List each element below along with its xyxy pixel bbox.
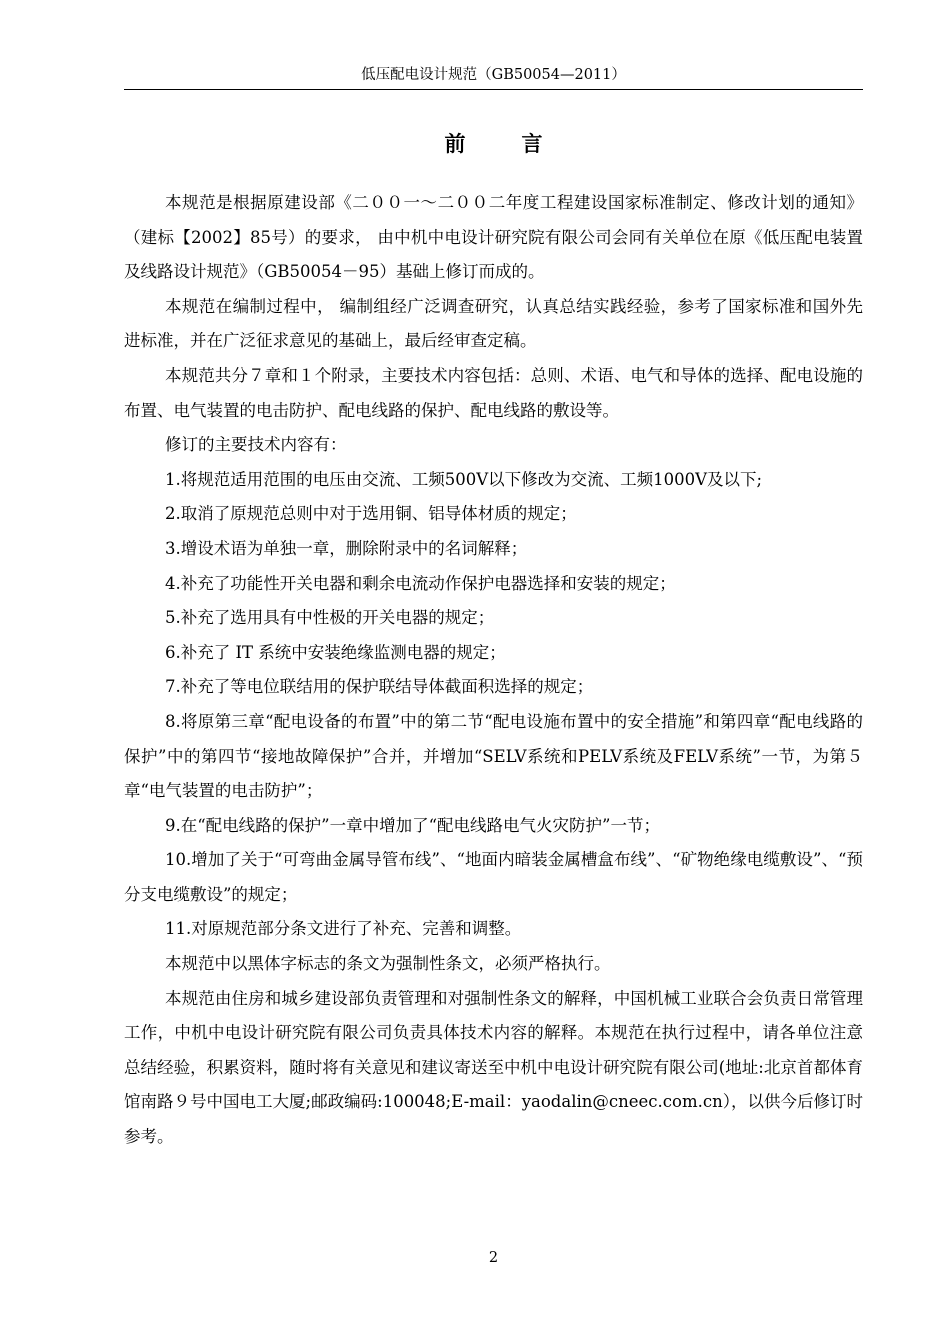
page-title: 前言	[444, 131, 599, 156]
list-item: 9.在“配电线路的保护”一章中增加了“配电线路电气火灾防护”一节；	[165, 815, 660, 835]
list-item: 7.补充了等电位联结用的保护联结导体截面积选择的规定；	[165, 677, 594, 697]
list-item: 3.增设术语为单独一章，删除附录中的名词解释；	[165, 538, 528, 558]
list-item: 5.补充了选用具有中性极的开关电器的规定；	[165, 608, 495, 628]
revision-list	[124, 463, 863, 947]
list-item: 8.将原第三章“配电设备的布置”中的第二节“配电设施布置中的安全措施”和第四章“配电线路的保护”中的第四节“接地故障保护”合并，并增加“SELV系统和PELV系统及FELV系统”一节，为第５章“电气装置的电击防护”；	[124, 711, 863, 801]
paragraph-contents: 本规范共分７章和１个附录，主要技术内容包括：总则、术语、电气和导体的选择、配电设施的布置、电气装置的电击防护、配电线路的保护、配电线路的敷设等。	[124, 365, 863, 420]
paragraph-basis: 本规范是根据原建设部《二００一～二００二年度工程建设国家标准制定、修改计划的通知》（建标【2002】85号）的要求， 由中机中电设计研究院有限公司会同有关单位在原《低压配电装置及线路设计规范》（GB50054－95）基础上修订而成的。	[124, 193, 863, 282]
list-item: 10.增加了关于“可弯曲金属导管布线”、“地面内暗装金属槽盒布线”、“矿物绝缘电缆敷设”、“预分支电缆敷设”的规定；	[124, 850, 863, 904]
paragraph-process: 本规范在编制过程中， 编制组经广泛调查研究，认真总结实践经验，参考了国家标准和国外先进标准，并在广泛征求意见的基础上，最后经审查定稿。	[124, 296, 863, 351]
paragraph-mandatory: 本规范中以黑体字标志的条文为强制性条文，必须严格执行。	[165, 954, 611, 974]
list-item: 4.补充了功能性开关电器和剩余电流动作保护电器选择和安装的规定；	[165, 573, 676, 593]
page-number: 2	[488, 1250, 499, 1266]
header-rule	[124, 89, 863, 90]
list-item: 2.取消了原规范总则中对于选用铜、铝导体材质的规定；	[165, 504, 577, 524]
body-text	[124, 186, 863, 1155]
list-item: 1.将规范适用范围的电压由交流、工频500V以下修改为交流、工频1000V及以下;	[165, 469, 763, 489]
running-header: 低压配电设计规范（GB50054—2011）	[361, 67, 626, 83]
list-item: 6.补充了 IT 系统中安装绝缘监测电器的规定；	[165, 642, 506, 662]
paragraph-management: 本规范由住房和城乡建设部负责管理和对强制性条文的解释，中国机械工业联合会负责日常管理工作，中机中电设计研究院有限公司负责具体技术内容的解释。本规范在执行过程中，请各单位注意总结经验，积累资料，随时将有关意见和建议寄送至中机中电设计研究院有限公司(地址:北京首都体育馆南路９号中国电工大厦;邮政编码:100048;E-mail：yaodalin@cneec.com.cn），以供今后修订时参考。	[124, 988, 863, 1147]
list-item: 11.对原规范部分条文进行了补充、完善和调整。	[165, 919, 522, 939]
paragraph-revisions-intro: 修订的主要技术内容有：	[165, 435, 347, 455]
